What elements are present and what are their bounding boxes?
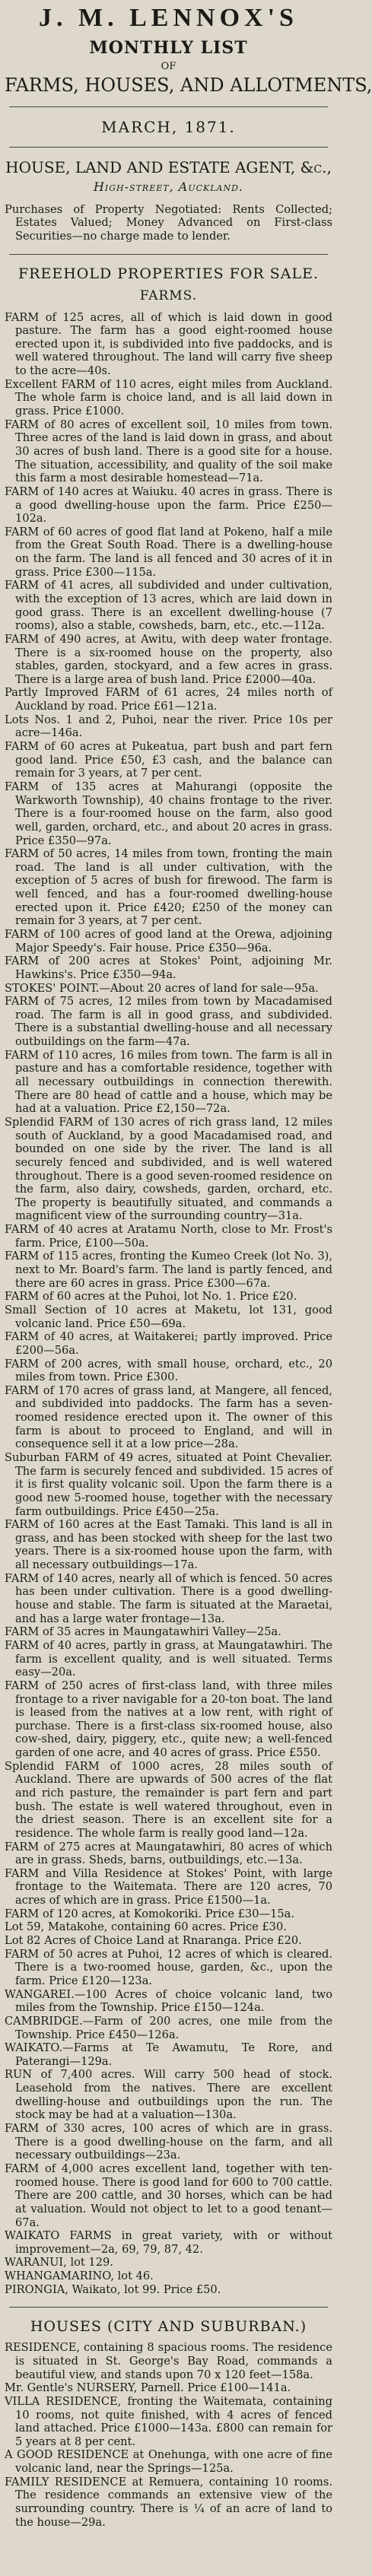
masthead-subtitle: MONTHLY LIST (89, 37, 248, 58)
listing-entry: PIRONGIA, Waikato, lot 99. Price £50. (5, 2282, 221, 2296)
listing-entry: FARM of 115 acres, fronting the Kumeo Creek (lot No. 3), next to Mr. Board's farm. The land is partly fenced, and there are 60 acres in grass. Price £300—67a. (5, 1250, 332, 1290)
masthead-subtitle-2: FARMS, HOUSES, AND ALLOTMENTS, (5, 75, 372, 97)
listing-entry: FARM and Villa Residence at Stokes' Point, with large frontage to the Waitemata. There are 120 acres, 70 acres of which are in grass. Price £1500—1a. (5, 1866, 332, 1907)
listing-entry: FARM of 40 acres at Aratamu North, close to Mr. Frost's farm. Price, £100—50a. (5, 1223, 332, 1250)
listing-entry: FARM of 50 acres at Puhoi, 12 acres of which is cleared. There is a two-roomed house, garden, &c., upon the farm. Price £120—123a. (5, 1947, 332, 1987)
listing-entry: FARM of 40 acres, partly in grass, at Maungatawhiri. The farm is excellent quality, and is well situated. Terms easy—20a. (5, 1638, 332, 1679)
masthead (5, 4, 372, 97)
listing-entry: A GOOD RESIDENCE at Onehunga, with one acre of fine volcanic land, near the Springs—125a. (5, 2448, 332, 2476)
agent-line: HOUSE, LAND AND ESTATE AGENT, &c., (5, 157, 332, 176)
listing-entry: Small Section of 10 acres at Maketu, lot 131, good volcanic land. Price £50—69a. (5, 1303, 332, 1330)
listing-entry: FARM of 125 acres, all of which is laid down in good pasture. The farm has a good eight-roomed house erected upon it, is subdivided into five paddocks, and is well watered throughout. The land will carry five sheep to the acre—40s. (5, 310, 332, 378)
divider (9, 254, 328, 255)
newspaper-column (5, 4, 372, 2567)
listing-entry: FARM of 75 acres, 12 miles from town by Macadamised road. The farm is all in good grass, and subdivided. There is a substantial dwelling-house and all necessary outbuildings on the farm—47a. (5, 995, 332, 1049)
listing-entry: FARM of 200 acres, with small house, orchard, etc., 20 miles from town. Price £300. (5, 1357, 332, 1384)
listing-entry: FARM of 35 acres in Maungatawhiri Valley—25a. (5, 1625, 281, 1639)
listing-entry: FARM of 200 acres at Stokes' Point, adjoining Mr. Hawkins's. Price £350—94a. (5, 954, 332, 981)
listing-entry: Excellent FARM of 110 acres, eight miles from Auckland. The whole farm is choice land, and is all laid down in grass. Price £1000. (5, 377, 332, 418)
listing-entry: Lot 82 Acres of Choice Land at Rnaranga. Price £20. (5, 1934, 302, 1948)
listing-entry: FARM of 60 acres at Pukeatua, part bush and part fern good land. Price £50, £3 cash, and the balance can remain for 3 years, at 7 per cent. (5, 740, 332, 780)
listing-entry: FARM of 100 acres of good land at the Orewa, adjoining Major Speedy's. Fair house. Price £350—96a. (5, 928, 332, 954)
divider (9, 147, 328, 148)
listing-entry: Lot 59, Matakohe, containing 60 acres. Price £30. (5, 1920, 287, 1934)
listing-entry: FARM of 250 acres of first-class land, with three miles frontage to a river navigable for a 20-ton boat. The land is leased from the natives at a low rent, with right of purchase. There is a first-class six-roomed house, also cow-shed, dairy, piggery, etc., quite new; a well-fenced garden of one acre, and 40 acres of grass. Price £550. (5, 1679, 332, 1760)
listing-entry: FARM of 120 acres, at Komokoriki. Price £30—15a. (5, 1907, 294, 1920)
listing-entry: FARM of 275 acres at Maungatawhiri, 80 acres of which are in grass. Sheds, barns, outbuildings, etc.—13a. (5, 1840, 332, 1867)
listing-entry: WAIKATO FARMS in great variety, with or without improvement—2a, 69, 79, 87, 42. (5, 2229, 332, 2256)
listing-entry: VILLA RESIDENCE, fronting the Waitemata, containing 10 rooms, not quite finished, with 4 acres of fenced land attached. Price £1000—143a. £800 can remain for 5 years at 8 per cent. (5, 2394, 332, 2448)
listing-entry: Splendid FARM of 1000 acres, 28 miles south of Auckland. There are upwards of 500 acres of the flat and rich pasture, the remainder is part fern and part bush. The estate is well watered throughout, even in the driest season. There is an excellent site for a residence. The whole farm is really good land—12a. (5, 1759, 332, 1840)
listing-entry: WANGAREI.—100 Acres of choice volcanic land, two miles from the Township. Price £150—124a. (5, 1987, 332, 2015)
listing-entry: FARM of 40 acres, at Waitakerei; partly improved. Price £200—56a. (5, 1330, 332, 1357)
listing-entry: FARM of 170 acres of grass land, at Mangere, all fenced, and subdivided into paddocks. The farm has a seven-roomed residence erected upon it. The owner of this farm is about to proceed to England, and will in consequence sell it at a low price—28a. (5, 1383, 332, 1451)
farms-list (5, 311, 332, 2297)
listing-entry: WAIKATO.—Farms at Te Awamutu, Te Rore, and Paterangi—129a. (5, 2041, 332, 2068)
listing-entry: FARM of 140 acres at Waiuku. 40 acres in grass. There is a good dwelling-house upon the farm. Price £250—102a. (5, 484, 332, 526)
masthead-of: OF (161, 60, 176, 72)
listing-entry: FARM of 50 acres, 14 miles from town, fronting the main road. The land is all under cultivation, with the exception of 5 acres of bush for firewood. The farm is well fenced, and has a four-roomed dwelling-house erected upon it. Price £420; £250 of the money can remain for 3 years, at 7 per cent. (5, 847, 332, 928)
listing-entry: FAMILY RESIDENCE at Remuera, containing 10 rooms. The residence commands an extensive view of the surrounding country. There is ¼ of an acre of land to the house—29a. (5, 2475, 332, 2529)
listing-entry: RESIDENCE, containing 8 spacious rooms. The residence is situated in St. George's Bay Road, commands a beautiful view, and stands upon 70 x 120 feet—158a. (5, 2341, 332, 2381)
section-heading-freehold: FREEHOLD PROPERTIES FOR SALE. (17, 265, 320, 282)
masthead-title: J. M. LENNOX'S (39, 4, 298, 32)
listing-entry: WARANUI, lot 129. (5, 2256, 113, 2269)
agent-address: High-street, Auckland. (93, 179, 244, 194)
listing-entry: RUN of 7,400 acres. Will carry 500 head of stock. Leasehold from the natives. There are excellent dwelling-house and outbuildings upon the run. The stock may be had at a valuation—130a. (5, 2068, 332, 2122)
listing-entry: FARM of 80 acres of excellent soil, 10 miles from town. Three acres of the land is laid down in grass, and about 30 acres of bush land. There is a good site for a house. The situation, accessibility, and quality of the soil make this farm a most desirable homestead—71a. (5, 418, 332, 485)
listing-entry: Partly Improved FARM of 61 acres, 24 miles north of Auckland by road. Price £61—121a. (5, 686, 332, 713)
listing-entry: STOKES' POINT.—About 20 acres of land for sale—95a. (5, 981, 319, 995)
listing-entry: FARM of 330 acres, 100 acres of which are in grass. There is a good dwelling-house on the farm, and all necessary outbuildings—23a. (5, 2122, 332, 2162)
divider (9, 2307, 328, 2308)
listing-entry: Mr. Gentle's NURSERY, Parnell. Price £100—141a. (5, 2381, 291, 2395)
listing-entry: CAMBRIDGE.—Farm of 200 acres, one mile from the Township. Price £450—126a. (5, 2014, 332, 2041)
listing-entry: Lots Nos. 1 and 2, Puhoi, near the river. Price 10s per acre—146a. (5, 713, 332, 740)
listing-entry: FARM of 41 acres, all subdivided and under cultivation, with the exception of 13 acres, which are laid down in good grass. There is an excellent dwelling-house (7 rooms), also a stable, cowsheds, barn, etc., etc.—112a. (5, 579, 332, 633)
intro-notice: Purchases of Property Negotiated: Rents Collected; Estates Valued; Money Advanced on First-class Securities—no charge made to lender. (5, 202, 332, 243)
listing-entry: FARM of 135 acres at Mahurangi (opposite the Warkworth Township), 40 chains frontage to the river. There is a four-roomed house on the farm, also good well, garden, orchard, etc., and about 20 acres in grass. Price £350—97a. (5, 780, 332, 847)
listing-entry: FARM of 60 acres at the Puhoi, lot No. 1. Price £20. (5, 1290, 297, 1304)
subsection-heading-farms: FARMS. (139, 287, 198, 303)
section-heading-houses: HOUSES (CITY AND SUBURBAN.) (30, 2318, 307, 2336)
listing-entry: FARM of 490 acres, at Awitu, with deep water frontage. There is a six-roomed house on the property, also stables, garden, stockyard, and a few acres in grass. There is a large area of bush land. Price £2000—40a. (5, 632, 332, 686)
listing-entry: FARM of 60 acres of good flat land at Pokeno, half a mile from the Great South Road. There is a dwelling-house on the farm. The land is all fenced and 30 acres of it in grass. Price £300—115a. (5, 525, 332, 579)
listing-entry: FARM of 110 acres, 16 miles from town. The farm is all in pasture and has a comfortable residence, together with all necessary outbuildings in connection therewith. There are 80 head of cattle and a house, which may be had at a valuation. Price £2,150—72a. (5, 1048, 332, 1116)
listing-entry: Splendid FARM of 130 acres of rich grass land, 12 miles south of Auckland, by a good Macadamised road, and bounded on one side by the river. The land is all securely fenced and subdivided, and is well watered throughout. There is a good seven-roomed residence on the farm, also dairy, cowsheds, garden, orchard, etc. The property is beautifully situated, and commands a magnificent view of the surrounding country—31a. (5, 1115, 332, 1223)
divider (9, 106, 328, 107)
listing-entry: FARM of 140 acres, nearly all of which is fenced. 50 acres has been under cultivation. There is a good dwelling-house and stable. The farm is situated at the Maraetai, and has a large water frontage—13a. (5, 1571, 332, 1625)
listing-entry: FARM of 160 acres at the East Tamaki. This land is all in grass, and has been stocked with sheep for the last two years. There is a six-roomed house upon the farm, with all necessary outbuildings—17a. (5, 1518, 332, 1572)
listing-entry: WHANGAMARINO, lot 46. (5, 2269, 154, 2283)
houses-list (5, 2341, 332, 2529)
listing-entry: Suburban FARM of 49 acres, situated at Point Chevalier. The farm is securely fenced and subdivided. 15 acres of it is first quality volcanic soil. Upon the farm there is a good new 5-roomed house, together with the necessary farm outbuildings. Price £450—25a. (5, 1450, 332, 1518)
issue-date: MARCH, 1871. (101, 117, 236, 136)
listing-entry: FARM of 4,000 acres excellent land, together with ten-roomed house. There is good land for 600 to 700 cattle. There are 200 cattle, and 30 horses, which can be had at valuation. Would not object to let to a good tenant—67a. (5, 2161, 332, 2229)
